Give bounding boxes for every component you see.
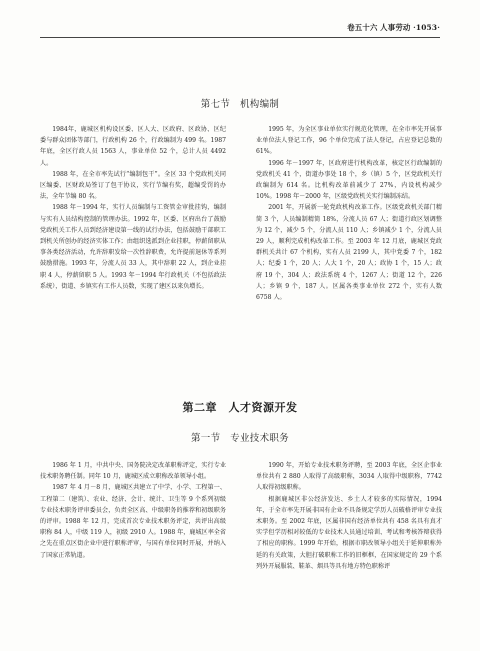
paragraph: 1995 年，为全区事业单位实行规范化管理，在全市率先开展事业单位法人登记工作，96 个单位完成了法人登记，占应登记总数的 61%。 (256, 126, 442, 156)
chapter-2-title: 第二章 人才资源开发 (182, 401, 298, 414)
section-1-right-column (256, 460, 442, 572)
paragraph: 1996 年－1997 年，区政府进行机构改革，核定区行政编制的党政机关 41 个，街道办事处 18 个，乡（镇）5 个，区党政机关行政编制为 614 名。比机构改革前减少了 27%，内设机构减少 10%。1998 年－2000 年，区级党政机关实行编制冻结。 (256, 159, 442, 201)
paragraph: 1984年，鹿城区机构设区委、区人大、区政府、区政协、区纪委与群众团体等部门，行政机构 26 个，行政编制为 499 名。1987年底，全区行政人员 1563 人，事业单位 52 个，总计人员 4492 人。 (40, 126, 226, 167)
section-7-left-column (40, 124, 226, 292)
paragraph: 根据鹿城区非公经济发达、乡土人才较多的实际情况，1994 年，于全市率先开展非国有企业不具备规定学历人员破格评审专业技术职务。至 2002 年底，区属非国有经济单位共有 458 名具有真才实学但学历相对较低的专业技术人员通过培训、考试和考核答辩获得了相应的职称。1999 年开始，根据市职改领导小组关于延伸职称外延的有关政策，大胆打破职称工作的旧框框，在国家规定的 29 个系列外开展服装、鞋革、烟具等具有地方特色职称评 (256, 495, 442, 570)
paragraph: 1988 年－1994 年，实行人员编制与工资管金审批挂钩，编制与实有人员结构控制的管理办法。1992 年，区委、区府出台了鼓励党政机关工作人员到经济建设第一线的试行办法，包括鼓励干部职工到机关所创办的经济实体工作；由组织选派到企业挂职，停薪留职从事各类经济活动，允许辞职发给一次性辞职费，允许提前退休等系列鼓励措施。1993 年，分流人员 33 人，其中辞职 22 人，到企业挂职 4 人，停薪留职 5 人。1993 年－1994 年行政机关（不包括政法系统），街道、乡镇实有工作人员数，实现了建区以来负增长。 (40, 204, 226, 290)
section-1-left-column (40, 460, 226, 561)
header-rule (40, 37, 440, 38)
section-7-right-column (256, 124, 442, 303)
section-7-title: 第七节 机构编制 (200, 99, 280, 110)
section-1-title: 第一节 专业技术职务 (190, 433, 289, 444)
header-page-number: ·1053· (413, 23, 440, 32)
paragraph: 1990 年，开始专业技术职务评聘，至 2003 年底，全区企事业单位共有 2 880 人取得了高级职称，3034 人取得中级职称，7742 人取得初级职称。 (256, 462, 442, 492)
running-header (40, 22, 440, 36)
paragraph: 1988 年，在全市率先试行“编制包干”。全区 33 个党政机关同区编委、区财政局签订了包干协议，实行节编有奖，超编受罚的办法，全年节编 80 名。 (40, 170, 226, 201)
header-volume: 卷五十六 (347, 23, 378, 32)
paragraph: 2001 年，开展新一轮党政机构改革工作。区级党政机关部门精简 3 个，人员编制精简 18%，分流人员 67 人；街道行政区划调整为 12 个，减少 5 个，分流人员 110 人；乡镇减少 1 个，分流人员 29 人，顺利完成机构改革工作。至 2003 年 12 月底，鹿城区党政群机关共计 67 个机构，实有人员 2199 人，其中党委 7 个，182 人；纪委 1 个，20 人；人大 1 个，20 人；政协 1 个，15 人；政府 19 个，304 人；政法系统 4 个，1267 人；街道 12 个，226 人；乡镇 9 个，187 人。区属各类事业单位 272 个，实有人数 6758 人。 (256, 204, 442, 302)
paragraph: 1987 年 4 月－8 月，鹿城区共建立了中学、小学、工程第一、工程第二（建筑）、农业、经济、会计、统计、卫生等 9 个系列初级专业技术职务评审委员会，负责全区高、中级职务的推荐和初级职务的评审。1988 年 12 月，完成首次专业技术职务评定，共评出高级职称 84 人，中级 119 人，初级 2910 人。1988 年，鹿城区率全省之先在重点区街企业中进行职称评审，与国有单位同时开展，并纳入了国家正常轨道。 (40, 484, 226, 559)
header-category: 人事劳动 (380, 23, 411, 32)
paragraph: 1986 年 1 月，中共中央、国务院决定改革职称评定，实行专业技术职务聘任制。同年 10 月，鹿城区成立职称改革领导小组。 (40, 462, 226, 481)
